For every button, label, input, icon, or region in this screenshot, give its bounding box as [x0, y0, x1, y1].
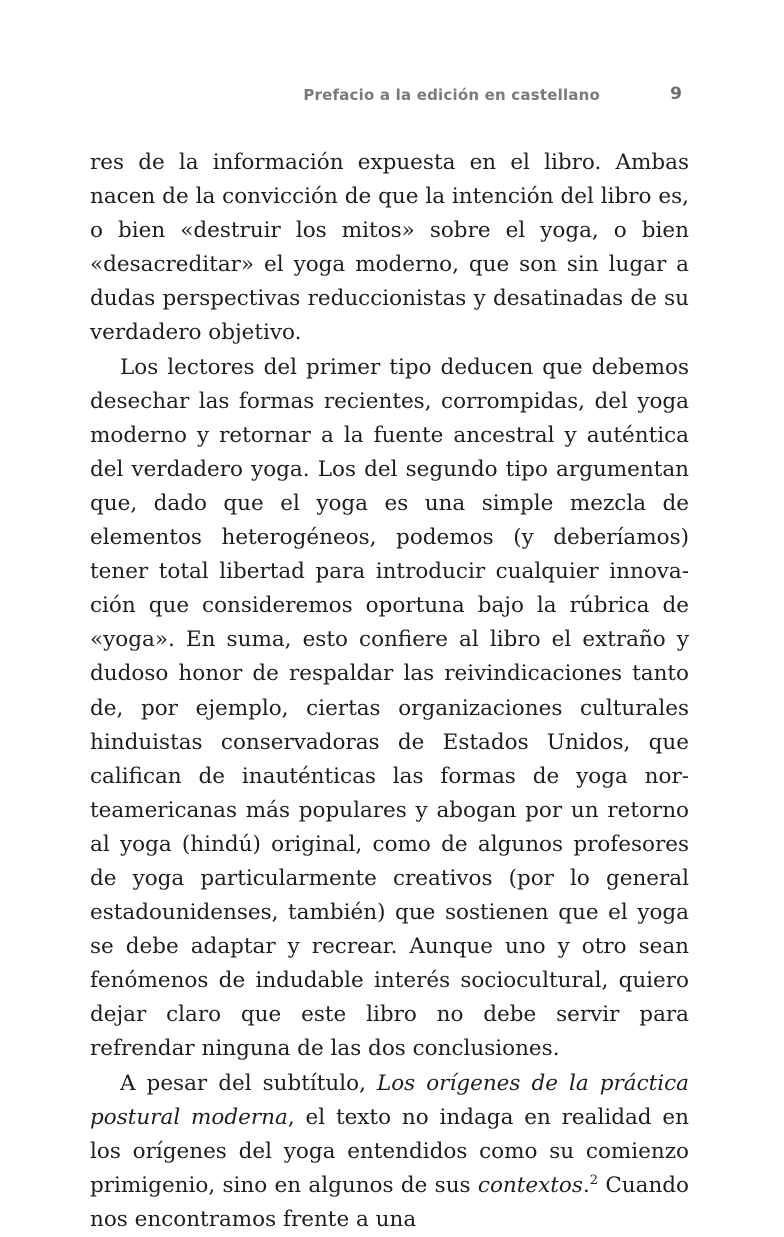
paragraph-3-text-a: A pesar del subtítulo,: [120, 1070, 377, 1096]
subtitle-italic: Los orígenes de la práctica postural moderna: [90, 1070, 689, 1130]
paragraph-3-text-b: , el texto no indaga en realidad en los orígenes del yoga entendidos como su comienzo primigenio, sino en algunos de sus: [90, 1104, 689, 1198]
paragraph-3-text-c: Cuando nos encontramos frente a una: [90, 1172, 689, 1232]
body-text: [90, 146, 689, 1237]
paragraph-2: Los lectores del primer tipo deducen que debemos desechar las formas recientes, corrompidas, del yoga moderno y retornar a la fuente ancestral y auténtica del verdadero yoga. Los del segundo tipo argumentan que, dado que el yoga es una simple mezcla de elementos heterogéneos, podemos (y deberíamos) tener total libertad para introducir cualquier innovación que consideremos oportuna bajo la rúbrica de «yoga». En suma, esto confiere al libro el extraño y dudoso honor de respaldar las reivindicaciones tanto de, por ejemplo, ciertas organizaciones culturales hinduistas conservadoras de Estados Unidos, que califican de inauténticas las formas de yoga norteamericanas más populares y abogan por un retorno al yoga (hindú) original, como de algunos profesores de yoga particularmente creativos (por lo general estadounidenses, también) que sostienen que el yoga se debe adaptar y recrear. Aunque uno y otro sean fenómenos de indudable interés sociocultural, quiero dejar claro que este libro no debe servir para refrendar ninguna de las dos conclusiones.: [90, 354, 689, 1062]
footnote-marker[interactable]: 2: [589, 1172, 598, 1188]
contextos-italic: contextos: [477, 1172, 583, 1198]
running-header: [96, 84, 686, 108]
paragraph-3: [90, 1067, 689, 1237]
page-number: 9: [670, 84, 682, 104]
paragraph-3-period: .: [582, 1172, 590, 1198]
paragraph-1: res de la información expuesta en el libro. Ambas nacen de la convicción de que la intención del libro es, o bien «destruir los mitos» sobre el yoga, o bien «desacreditar» el yoga moderno, que son sin lugar a dudas perspectivas reduccionistas y desatinadas de su verdadero objetivo.: [90, 150, 689, 346]
running-title: Prefacio a la edición en castellano: [303, 86, 600, 104]
